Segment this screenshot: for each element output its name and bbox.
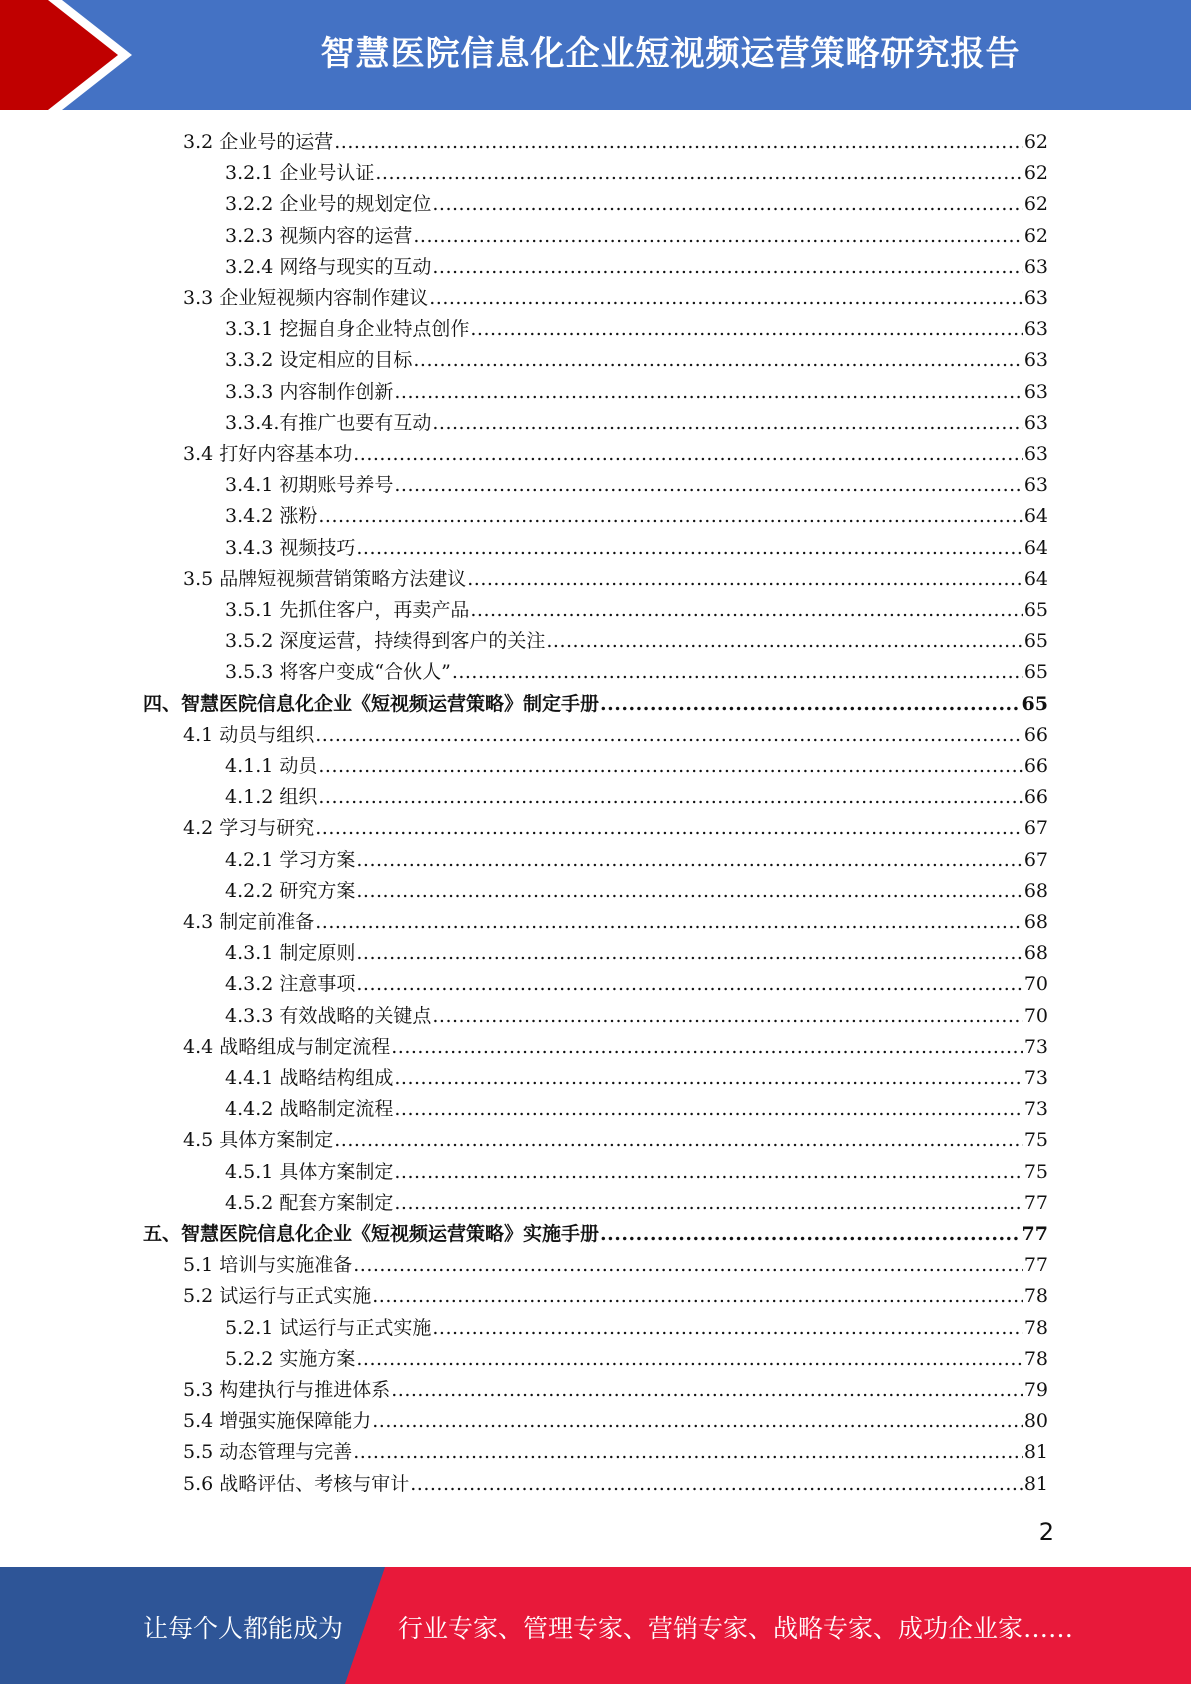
toc-entry[interactable] <box>183 283 1048 314</box>
toc-entry-title: 3.3 企业短视频内容制作建议 <box>183 287 429 309</box>
toc-entry[interactable] <box>183 1469 1048 1500</box>
toc-entry-page: 78 <box>1023 1316 1048 1339</box>
toc-leader-dots <box>470 314 1022 345</box>
toc-entry[interactable] <box>225 969 1048 1000</box>
toc-entry-title: 4.5.1 具体方案制定 <box>225 1160 394 1183</box>
toc-entry-title: 4.4.2 战略制定流程 <box>225 1098 394 1121</box>
toc-leader-dots <box>394 470 1022 501</box>
toc-entry-page: 65 <box>1023 661 1048 684</box>
toc-leader-dots <box>318 782 1022 813</box>
toc-entry[interactable] <box>183 1125 1048 1156</box>
toc-leader-dots <box>353 1250 1023 1281</box>
toc-leader-dots <box>318 501 1022 532</box>
toc-entry-page: 77 <box>1023 1191 1048 1214</box>
toc-entry-page: 70 <box>1023 1004 1048 1027</box>
toc-entry-page: 65 <box>1021 692 1048 715</box>
toc-entry[interactable] <box>183 1406 1048 1437</box>
toc-entry-page: 79 <box>1023 1379 1048 1401</box>
toc-leader-dots <box>432 408 1022 439</box>
toc-entry[interactable] <box>225 252 1048 283</box>
page-number: 2 <box>1038 1518 1054 1546</box>
toc-entry[interactable] <box>183 1375 1048 1406</box>
toc-entry-title: 3.5 品牌短视频营销策略方法建议 <box>183 567 467 590</box>
toc-leader-dots <box>353 1437 1023 1468</box>
toc-entry-page: 68 <box>1023 942 1048 965</box>
toc-entry-page: 63 <box>1023 443 1048 465</box>
toc-entry[interactable] <box>225 533 1048 564</box>
toc-entry-title: 3.5.3 将客户变成“合伙人” <box>225 661 451 684</box>
toc-leader-dots <box>318 751 1022 782</box>
toc-entry-title: 3.4.3 视频技巧 <box>225 536 356 559</box>
toc-entry[interactable] <box>225 345 1048 376</box>
toc-entry-title: 4.1 动员与组织 <box>183 723 315 746</box>
toc-entry-title: 3.4.1 初期账号养号 <box>225 474 394 497</box>
toc-entry[interactable] <box>225 782 1048 813</box>
toc-leader-dots <box>432 1313 1022 1344</box>
toc-leader-dots <box>467 564 1023 595</box>
toc-entry[interactable] <box>225 1157 1048 1188</box>
toc-entry-title: 3.3.4.有推广也要有互动 <box>225 411 432 434</box>
toc-entry[interactable] <box>183 720 1048 751</box>
toc-entry[interactable] <box>225 1063 1048 1094</box>
footer-slogan-left: 让每个人都能成为 <box>143 1614 344 1643</box>
toc-entry-page: 73 <box>1023 1067 1048 1089</box>
toc-leader-dots <box>353 439 1023 470</box>
toc-entry[interactable] <box>183 1281 1048 1312</box>
toc-entry-title: 5.2 试运行与正式实施 <box>183 1285 372 1308</box>
toc-entry[interactable] <box>183 564 1048 595</box>
toc-entry-title: 3.3.3 内容制作创新 <box>225 380 394 403</box>
toc-entry-page: 73 <box>1023 1098 1048 1121</box>
toc-leader-dots <box>600 689 1021 720</box>
toc-entry-title: 4.3.3 有效战略的关键点 <box>225 1004 432 1027</box>
toc-entry[interactable] <box>225 314 1048 345</box>
toc-entry-title: 3.2.3 视频内容的运营 <box>225 224 413 247</box>
toc-entry-title: 5.5 动态管理与完善 <box>183 1441 353 1464</box>
toc-leader-dots <box>432 252 1022 283</box>
toc-entry[interactable] <box>225 751 1048 782</box>
toc-entry[interactable] <box>143 689 1048 720</box>
toc-leader-dots <box>429 283 1023 314</box>
toc-entry-page: 62 <box>1023 162 1048 185</box>
toc-entry-page: 73 <box>1023 1035 1048 1058</box>
toc-entry-page: 81 <box>1023 1472 1048 1495</box>
toc-leader-dots <box>356 1344 1022 1375</box>
toc-entry-page: 63 <box>1023 411 1048 434</box>
header-banner <box>0 0 1191 110</box>
toc-entry-page: 75 <box>1023 1160 1048 1183</box>
toc-entry-page: 75 <box>1023 1129 1048 1152</box>
toc-leader-dots <box>410 1469 1023 1500</box>
toc-leader-dots <box>413 221 1022 252</box>
toc-entry[interactable] <box>183 1250 1048 1281</box>
toc-entry-page: 64 <box>1023 567 1048 590</box>
toc-entry-title: 4.3.2 注意事项 <box>225 973 356 996</box>
toc-entry-title: 五、智慧医院信息化企业《短视频运营策略》实施手册 <box>143 1223 600 1245</box>
toc-entry-title: 3.3.1 挖掘自身企业特点创作 <box>225 318 470 341</box>
toc-leader-dots <box>372 1406 1023 1437</box>
toc-entry-title: 4.2.2 研究方案 <box>225 879 356 902</box>
toc-entry-page: 63 <box>1023 318 1048 341</box>
toc-entry-title: 4.3.1 制定原则 <box>225 942 356 965</box>
toc-entry-title: 3.4.2 涨粉 <box>225 505 318 528</box>
toc-entry-title: 5.4 增强实施保障能力 <box>183 1410 372 1433</box>
toc-leader-dots <box>413 345 1022 376</box>
toc-entry-page: 65 <box>1023 630 1048 653</box>
toc-entry-title: 4.1.2 组织 <box>225 786 318 809</box>
toc-entry-title: 3.5.2 深度运营，持续得到客户的关注 <box>225 630 546 653</box>
toc-entry-page: 77 <box>1021 1223 1048 1245</box>
toc-entry-title: 4.4 战略组成与制定流程 <box>183 1035 391 1058</box>
toc-leader-dots <box>356 533 1022 564</box>
toc-leader-dots <box>372 1281 1023 1312</box>
toc-entry[interactable] <box>225 1188 1048 1219</box>
toc-entry-page: 62 <box>1023 193 1048 216</box>
toc-leader-dots <box>356 845 1022 876</box>
toc-entry-page: 63 <box>1023 349 1048 372</box>
toc-entry-title: 3.2.4 网络与现实的互动 <box>225 255 432 278</box>
toc-leader-dots <box>470 595 1022 626</box>
toc-entry-page: 63 <box>1023 474 1048 497</box>
toc-entry[interactable] <box>225 876 1048 907</box>
toc-entry[interactable] <box>225 189 1048 220</box>
toc-entry-page: 64 <box>1023 536 1048 559</box>
footer-banner <box>0 1567 1191 1684</box>
toc-entry[interactable] <box>225 501 1048 532</box>
toc-entry[interactable] <box>183 907 1048 938</box>
toc-entry-title: 3.5.1 先抓住客户，再卖产品 <box>225 599 470 621</box>
toc-leader-dots <box>394 1094 1022 1125</box>
toc-entry-title: 3.2 企业号的运营 <box>183 131 334 153</box>
toc-entry-page: 62 <box>1023 131 1048 153</box>
toc-entry-title: 5.2.1 试运行与正式实施 <box>225 1316 432 1339</box>
toc-entry-page: 66 <box>1023 786 1048 809</box>
toc-entry[interactable] <box>225 626 1048 657</box>
toc-entry-page: 63 <box>1023 255 1048 278</box>
toc-leader-dots <box>315 720 1023 751</box>
toc-entry-title: 5.6 战略评估、考核与审计 <box>183 1472 410 1495</box>
toc-leader-dots <box>394 1157 1022 1188</box>
toc-entry-page: 81 <box>1023 1441 1048 1464</box>
toc-entry-title: 5.3 构建执行与推进体系 <box>183 1379 391 1401</box>
toc-entry[interactable] <box>225 938 1048 969</box>
document-title: 智慧医院信息化企业短视频运营策略研究报告 <box>320 34 1021 74</box>
toc-entry[interactable] <box>143 1219 1048 1250</box>
chevron-decoration-icon <box>0 0 160 110</box>
toc-entry-page: 63 <box>1023 380 1048 403</box>
toc-entry-title: 3.2.2 企业号的规划定位 <box>225 193 432 216</box>
toc-entry[interactable] <box>225 470 1048 501</box>
toc-leader-dots <box>375 158 1022 189</box>
toc-entry[interactable] <box>225 1313 1048 1344</box>
toc-entry[interactable] <box>225 1344 1048 1375</box>
toc-leader-dots <box>356 876 1022 907</box>
toc-leader-dots <box>394 377 1022 408</box>
toc-leader-dots <box>394 1188 1022 1219</box>
toc-entry-page: 66 <box>1023 755 1048 777</box>
toc-leader-dots <box>452 657 1023 688</box>
toc-entry[interactable] <box>183 1032 1048 1063</box>
toc-entry[interactable] <box>225 657 1048 688</box>
toc-entry[interactable] <box>225 595 1048 626</box>
toc-entry-title: 4.2 学习与研究 <box>183 817 315 840</box>
toc-leader-dots <box>600 1219 1021 1250</box>
toc-leader-dots <box>391 1375 1023 1406</box>
toc-leader-dots <box>334 127 1023 158</box>
toc-entry-page: 70 <box>1023 973 1048 996</box>
toc-entry[interactable] <box>225 845 1048 876</box>
toc-leader-dots <box>356 938 1022 969</box>
toc-leader-dots <box>432 189 1022 220</box>
toc-leader-dots <box>356 969 1022 1000</box>
toc-leader-dots <box>394 1063 1022 1094</box>
toc-entry-title: 3.3.2 设定相应的目标 <box>225 349 413 372</box>
toc-entry[interactable] <box>183 1437 1048 1468</box>
toc-entry-page: 78 <box>1023 1347 1048 1370</box>
toc-entry-page: 77 <box>1023 1254 1048 1277</box>
toc-entry-title: 5.2.2 实施方案 <box>225 1347 356 1370</box>
toc-leader-dots <box>432 1001 1022 1032</box>
toc-entry-page: 68 <box>1023 879 1048 902</box>
toc-entry-page: 65 <box>1023 599 1048 621</box>
toc-leader-dots <box>315 813 1023 844</box>
toc-entry[interactable] <box>225 1001 1048 1032</box>
toc-entry-title: 4.3 制定前准备 <box>183 911 315 933</box>
toc-entry-page: 63 <box>1023 287 1048 309</box>
toc-entry[interactable] <box>225 377 1048 408</box>
toc-entry-title: 3.4 打好内容基本功 <box>183 443 353 465</box>
toc-entry[interactable] <box>225 158 1048 189</box>
toc-entry-title: 4.5.2 配套方案制定 <box>225 1191 394 1214</box>
toc-leader-dots <box>391 1032 1023 1063</box>
toc-entry-title: 3.2.1 企业号认证 <box>225 162 375 185</box>
toc-entry-page: 66 <box>1023 723 1048 746</box>
toc-entry-title: 4.4.1 战略结构组成 <box>225 1067 394 1089</box>
toc-entry-page: 68 <box>1023 911 1048 933</box>
toc-entry[interactable] <box>183 439 1048 470</box>
toc-entry-page: 64 <box>1023 505 1048 528</box>
toc-entry-title: 5.1 培训与实施准备 <box>183 1254 353 1277</box>
toc-entry-title: 4.5 具体方案制定 <box>183 1129 334 1152</box>
toc-leader-dots <box>315 907 1023 938</box>
toc-leader-dots <box>546 626 1022 657</box>
toc-entry-page: 67 <box>1023 817 1048 840</box>
toc-entry-page: 62 <box>1023 224 1048 247</box>
toc-entry[interactable] <box>225 221 1048 252</box>
toc-entry-page: 80 <box>1023 1410 1048 1433</box>
toc-entry[interactable] <box>183 813 1048 844</box>
toc-entry[interactable] <box>225 408 1048 439</box>
footer-slogan-right: 行业专家、管理专家、营销专家、战略专家、成功企业家…… <box>398 1614 1074 1643</box>
toc-entry-page: 67 <box>1023 848 1048 871</box>
toc-entry-page: 78 <box>1023 1285 1048 1308</box>
toc-entry[interactable] <box>183 127 1048 158</box>
toc-entry-title: 4.2.1 学习方案 <box>225 848 356 871</box>
toc-entry-title: 4.1.1 动员 <box>225 755 318 777</box>
toc-entry[interactable] <box>225 1094 1048 1125</box>
toc-entry-title: 四、智慧医院信息化企业《短视频运营策略》制定手册 <box>143 692 600 715</box>
toc-leader-dots <box>334 1125 1023 1156</box>
